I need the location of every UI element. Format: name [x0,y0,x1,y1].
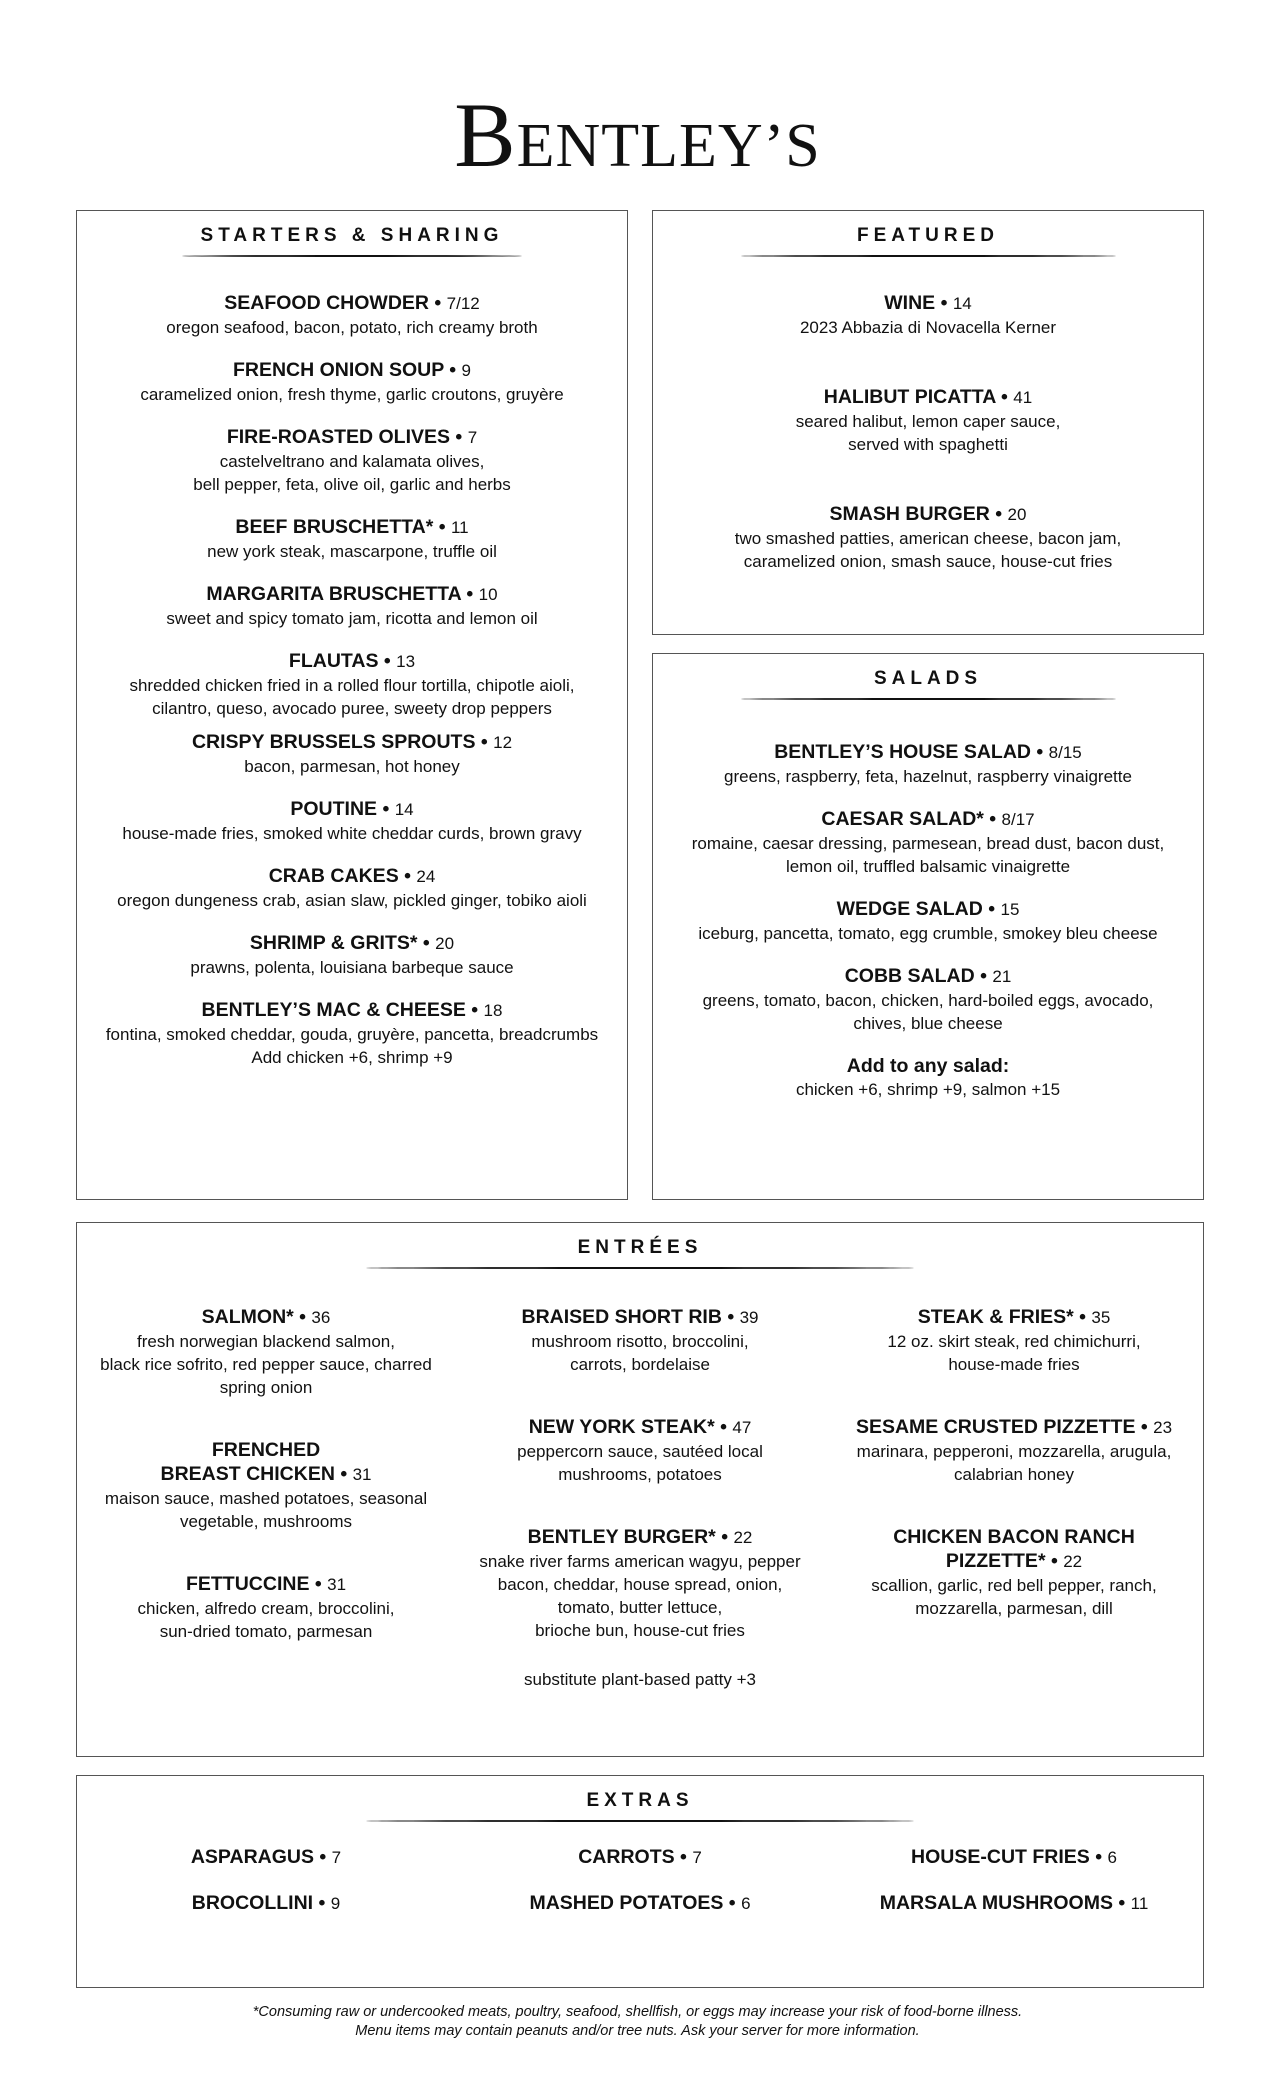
menu-item [653,897,1203,945]
item-description: mushrooms, potatoes [558,1465,722,1484]
menu-item [653,964,1203,1035]
item-name [653,385,1203,410]
item-name-text: BENTLEY’S MAC & CHEESE • [201,999,479,1021]
item-price: 14 [394,800,414,819]
item-description: chives, blue cheese [853,1014,1003,1033]
menu-item [77,358,627,406]
menu-item [91,1305,441,1399]
item-name-text: BENTLEY’S HOUSE SALAD • [774,741,1044,763]
item-name [653,740,1203,765]
item-description: peppercorn sauce, sautéed local [517,1442,763,1461]
item-description: house-made fries, smoked white cheddar curds, brown gravy [122,824,582,843]
item-name-text: CRISPY BRUSSELS SPROUTS • [191,731,488,753]
item-price: 14 [952,294,972,313]
menu-item [77,864,627,912]
item-description: bacon, parmesan, hot honey [244,757,460,776]
section-divider [366,1820,914,1822]
item-description: chicken, alfredo cream, broccolini, [137,1599,395,1618]
item-description: sweet and spicy tomato jam, ricotta and lemon oil [166,609,538,628]
brand-logo: BENTLEY’S [454,84,821,186]
item-description: shredded chicken fried in a rolled flour tortilla, chipotle aioli, [129,676,575,695]
section-divider [366,1267,914,1269]
entrees-title: ENTRÉES [577,1237,703,1258]
item-description: chicken +6, shrimp +9, salmon +15 [795,1080,1061,1099]
item-price: 47 [732,1418,752,1437]
item-price: 24 [416,867,436,886]
item-description: cilantro, queso, avocado puree, sweety drop peppers [152,699,552,718]
item-name-text: CRAB CAKES • [268,865,411,887]
item-name [653,291,1203,316]
item-name-text: STEAK & FRIES* • [917,1306,1086,1328]
item-name-text: NEW YORK STEAK* • [528,1416,727,1438]
menu-item [653,502,1203,573]
extras-item [839,1846,1189,1869]
item-price: 7/12 [446,294,480,313]
extras-item-name: ASPARAGUS • [190,1846,327,1868]
item-price: 15 [1000,900,1020,919]
section-divider [741,698,1116,700]
item-name [839,1305,1189,1330]
item-description: fontina, smoked cheddar, gouda, gruyère, pancetta, breadcrumbs [105,1025,599,1044]
entrees-section [76,1222,1204,1757]
item-name [653,1054,1203,1078]
item-price: 36 [311,1308,331,1327]
extras-item-price: 9 [330,1894,341,1913]
item-description: romaine, caesar dressing, parmesean, bread dust, bacon dust, [691,834,1165,853]
item-name [77,649,627,674]
item-name [839,1525,1189,1549]
item-description: brioche bun, house-cut fries [535,1621,745,1640]
menu-item [77,998,627,1069]
entrees-column-1 [91,1305,441,1643]
item-price: 35 [1091,1308,1111,1327]
salads-title: SALADS [873,668,983,689]
menu-item [465,1668,815,1691]
extras-item [91,1846,441,1869]
item-description: marinara, pepperoni, mozzarella, arugula, [856,1442,1172,1461]
item-name [465,1415,815,1440]
item-name-text: CAESAR SALAD* • [821,808,997,830]
item-price: 22 [1063,1552,1083,1571]
item-price: 31 [352,1465,372,1484]
item-description: house-made fries [948,1355,1080,1374]
item-name [653,502,1203,527]
item-name [77,291,627,316]
item-name [77,998,627,1023]
section-divider [741,255,1116,257]
menu-item [77,291,627,339]
extras-item-price: 6 [741,1894,751,1913]
item-price: 12 [493,733,513,752]
featured-section [652,210,1204,635]
item-price: 21 [992,967,1012,986]
menu-item [839,1525,1189,1620]
item-description: oregon seafood, bacon, potato, rich creamy broth [166,318,538,337]
menu-item [465,1305,815,1376]
item-description: spring onion [219,1378,313,1397]
menu-item [77,425,627,496]
extras-item [465,1846,815,1869]
item-description: iceburg, pancetta, tomato, egg crumble, smokey bleu cheese [698,924,1158,943]
menu-item [839,1415,1189,1486]
menu-item [77,931,627,979]
menu-item [653,740,1203,788]
item-price: 7 [467,428,478,447]
item-name [91,1462,441,1487]
item-description: caramelized onion, fresh thyme, garlic croutons, gruyère [140,385,564,404]
item-name [91,1572,441,1597]
item-price: 31 [327,1575,347,1594]
item-name [77,425,627,450]
allergy-disclaimer [0,2003,1275,2041]
item-price: 20 [435,934,455,953]
menu-item [77,582,627,630]
item-name-text: MARGARITA BRUSCHETTA • [206,583,474,605]
extras-item-name: MARSALA MUSHROOMS • [879,1892,1126,1914]
item-name [653,897,1203,922]
item-description: oregon dungeness crab, asian slaw, pickled ginger, tobiko aioli [117,891,587,910]
menu-item [465,1525,815,1642]
featured-title: FEATURED [856,225,1000,246]
item-description: 12 oz. skirt steak, red chimichurri, [887,1332,1141,1351]
section-divider [182,255,522,257]
item-description: served with spaghetti [848,435,1008,454]
item-description: bacon, cheddar, house spread, onion, [497,1575,783,1594]
item-name-text: POUTINE • [290,798,390,820]
item-name-text: FETTUCCINE • [185,1573,322,1595]
item-description: scallion, garlic, red bell pepper, ranch, [871,1576,1157,1595]
item-description: calabrian honey [953,1465,1075,1484]
item-name-text: FRENCH ONION SOUP • [232,359,457,381]
item-description: tomato, butter lettuce, [557,1598,723,1617]
salads-list [653,740,1203,1101]
item-price: 39 [739,1308,759,1327]
extras-item-name: HOUSE-CUT FRIES • [911,1846,1103,1868]
item-name-text: BRAISED SHORT RIB • [521,1306,735,1328]
menu-item [91,1572,441,1643]
item-name [653,964,1203,989]
featured-list [653,291,1203,573]
item-description: lemon oil, truffled balsamic vinaigrette [785,857,1071,876]
extras-item [465,1892,815,1915]
extras-item-price: 7 [331,1848,342,1867]
item-name [77,730,627,755]
item-name [465,1305,815,1330]
extras-item-name: CARROTS • [578,1846,687,1868]
item-name-text: SMASH BURGER • [829,503,1003,525]
extras-item-price: 7 [692,1848,702,1867]
menu-item [653,1054,1203,1101]
item-description: greens, tomato, bacon, chicken, hard-boiled eggs, avocado, [702,991,1154,1010]
item-description: snake river farms american wagyu, pepper [479,1552,801,1571]
salads-section [652,653,1204,1200]
extras-item [839,1892,1189,1915]
item-name [77,582,627,607]
item-name [77,515,627,540]
menu-item [77,730,627,778]
item-name-text: BEEF BRUSCHETTA* • [235,516,446,538]
starters-section [76,210,628,1200]
item-description: carrots, bordelaise [570,1355,710,1374]
extras-item-name: BROCOLLINI • [191,1892,326,1914]
menu-item [465,1415,815,1486]
item-description: fresh norwegian blackend salmon, [137,1332,395,1351]
item-name-text: Add to any salad: [846,1055,1010,1077]
extras-item-name: MASHED POTATOES • [529,1892,736,1914]
item-name-text: SHRIMP & GRITS* • [249,932,430,954]
item-name-text: WINE • [884,292,948,314]
item-price: 13 [396,652,416,671]
item-name [77,931,627,956]
item-price: 9 [461,361,472,380]
menu-item [653,385,1203,456]
item-description: mozzarella, parmesan, dill [915,1599,1113,1618]
extras-item-price: 11 [1130,1894,1149,1913]
item-price: 18 [483,1001,503,1020]
item-price: 11 [450,518,469,537]
item-description: seared halibut, lemon caper sauce, [795,412,1061,431]
disclaimer-line-2: Menu items may contain peanuts and/or tree nuts. Ask your server for more information. [355,2023,920,2039]
item-name [91,1305,441,1330]
item-description: substitute plant-based patty +3 [523,1670,756,1689]
item-name-text: FRENCHED [211,1439,321,1461]
item-name-text: FIRE-ROASTED OLIVES • [226,426,463,448]
starters-title: STARTERS & SHARING [200,225,504,246]
item-price: 8/15 [1048,743,1082,762]
item-description: black rice sofrito, red pepper sauce, charred [100,1355,432,1374]
item-description: Add chicken +6, shrimp +9 [251,1048,453,1067]
item-name [77,864,627,889]
item-description: prawns, polenta, louisiana barbeque sauce [190,958,514,977]
menu-item [91,1438,441,1533]
menu-item [77,797,627,845]
item-name-text: CHICKEN BACON RANCH [893,1526,1135,1548]
item-price: 20 [1007,505,1027,524]
item-name [465,1525,815,1550]
menu-item [77,649,627,720]
menu-item [653,291,1203,339]
item-name-text: COBB SALAD • [844,965,987,987]
item-description: 2023 Abbazia di Novacella Kerner [799,318,1057,337]
item-price: 23 [1153,1418,1173,1437]
item-name-text: FLAUTAS • [288,650,391,672]
extras-title: EXTRAS [586,1790,694,1811]
menu-item [77,515,627,563]
item-name-text: BENTLEY BURGER* • [527,1526,729,1548]
item-description: castelveltrano and kalamata olives, [219,452,485,471]
item-price: 41 [1013,388,1033,407]
item-name [77,358,627,383]
extras-section [76,1775,1204,1988]
item-name [653,807,1203,832]
item-name-text: PIZZETTE* • [945,1550,1058,1572]
menu-item [839,1305,1189,1376]
item-description: two smashed patties, american cheese, bacon jam, [734,529,1122,548]
item-name-text: SESAME CRUSTED PIZZETTE • [855,1416,1148,1438]
item-description: caramelized onion, smash sauce, house-cut fries [743,552,1113,571]
item-description: new york steak, mascarpone, truffle oil [207,542,497,561]
item-name [839,1415,1189,1440]
item-description: greens, raspberry, feta, hazelnut, raspberry vinaigrette [724,767,1132,786]
item-description: vegetable, mushrooms [180,1512,352,1531]
item-price: 22 [733,1528,753,1547]
item-name-text: WEDGE SALAD • [836,898,996,920]
item-name-text: SEAFOOD CHOWDER • [224,292,442,314]
item-name [839,1549,1189,1574]
item-price: 10 [478,585,498,604]
item-name-text: SALMON* • [201,1306,306,1328]
extras-item [91,1892,441,1915]
menu-item [653,807,1203,878]
starters-list [77,291,627,1069]
item-description: bell pepper, feta, olive oil, garlic and herbs [193,475,511,494]
item-name [91,1438,441,1462]
disclaimer-line-1: *Consuming raw or undercooked meats, poultry, seafood, shellfish, or eggs may increase your risk of food-borne illness. [252,2004,1023,2020]
item-price: 8/17 [1001,810,1035,829]
item-name-text: HALIBUT PICATTA • [823,386,1008,408]
extras-item-price: 6 [1107,1848,1117,1867]
item-description: maison sauce, mashed potatoes, seasonal [104,1489,428,1508]
entrees-column-2 [465,1305,815,1691]
item-name [77,797,627,822]
item-name-text: BREAST CHICKEN • [160,1463,348,1485]
entrees-column-3 [839,1305,1189,1620]
item-description: sun-dried tomato, parmesan [159,1622,373,1641]
item-description: mushroom risotto, broccolini, [531,1332,749,1351]
